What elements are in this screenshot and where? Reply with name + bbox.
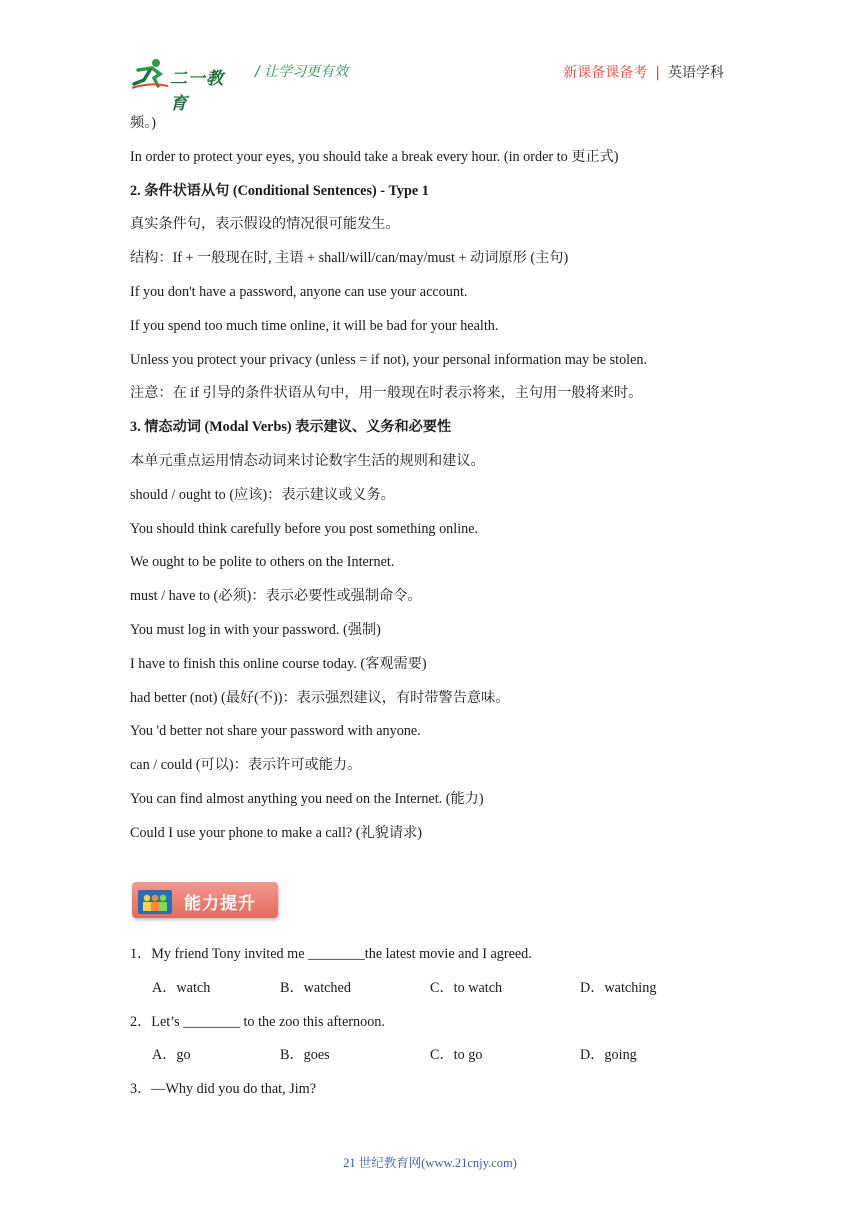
header-slogan: / 让学习更有效 [255,64,349,80]
text-line: You should think carefully before you post something online. [130,520,479,537]
header-right [563,62,724,82]
section-heading: 2. 条件状语从句 (Conditional Sentences) - Type 1 [130,182,429,199]
question-stem: 1．My friend Tony invited me ________the latest movie and I agreed. [130,946,532,962]
section-banner [130,880,280,922]
text-line: should / ought to (应该)：表示建议或义务。 [130,486,395,503]
text-line: If you spend too much time online, it will be bad for your health. [130,317,499,334]
answer-option: B．goes [280,1047,330,1064]
runner-logo-icon [130,56,170,92]
grammar-notes [130,107,750,851]
text-line: 本单元重点运用情态动词来讨论数字生活的规则和建议。 [130,452,485,469]
text-line: If you don't have a password, anyone can use your account. [130,283,468,300]
answer-option: D．going [580,1047,637,1064]
logo-text: 二一教育 [170,69,224,114]
text-line: 注意：在 if 引导的条件状语从句中，用一般现在时表示将来，主句用一般将来时。 [130,385,643,402]
section-heading: 3. 情态动词 (Modal Verbs) 表示建议、义务和必要性 [130,419,452,436]
text-line: You can find almost anything you need on the Internet. (能力) [130,790,484,807]
question-options [130,972,750,1006]
text-line: You must log in with your password. (强制) [130,621,381,638]
text-line: 频。) [130,115,156,131]
question-stem: 3．—Why did you do that, Jim? [130,1081,316,1098]
answer-option: C．to go [430,1047,483,1064]
text-line: We ought to be polite to others on the Internet. [130,554,395,571]
text-line: 结构：If + 一般现在时, 主语 + shall/will/can/may/must + 动词原形 (主句) [130,250,569,267]
answer-option: B．watched [280,979,351,996]
page-footer: 21 世纪教育网(www.21cnjy.com) [343,1156,517,1170]
text-line: Unless you protect your privacy (unless = if not), your personal information may be stolen. [130,351,648,368]
text-line: can / could (可以)：表示许可或能力。 [130,757,362,774]
page-header [0,0,860,114]
header-course-label: 新课备课备考 [563,65,648,81]
question-options [130,1039,750,1073]
text-line: You 'd better not share your password with anyone. [130,723,421,740]
header-subject: 英语学科 [668,65,724,81]
text-line: Could I use your phone to make a call? (礼貌请求) [130,824,422,841]
text-line: 真实条件句，表示假设的情况很可能发生。 [130,216,400,233]
answer-option: D．watching [580,979,657,996]
text-line: had better (not) (最好(不))：表示强烈建议，有时带警告意味。 [130,689,510,706]
answer-option: C．to watch [430,979,503,996]
banner-title: 能力提升 [184,894,256,914]
logo [130,56,240,114]
text-line: In order to protect your eyes, you should take a break every hour. (in order to 更正式) [130,148,619,165]
question-stem: 2．Let’s ________ to the zoo this afternoon. [130,1013,385,1030]
answer-option: A．go [152,1047,191,1064]
text-line: I have to finish this online course today. (客观需要) [130,655,427,672]
header-separator: | [655,65,660,81]
exercise-questions [130,938,750,1107]
text-line: must / have to (必须)：表示必要性或强制命令。 [130,588,422,605]
people-icon [138,890,172,914]
answer-option: A．watch [152,979,211,996]
